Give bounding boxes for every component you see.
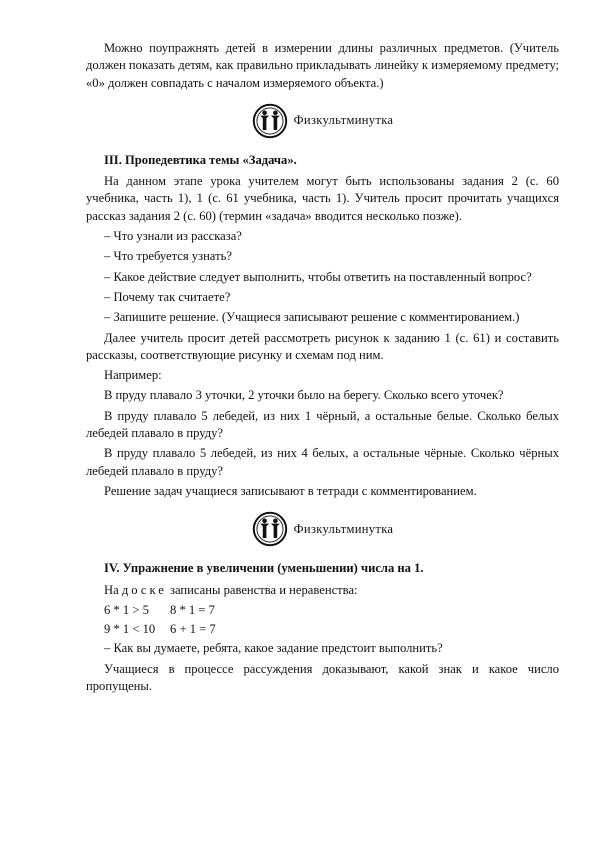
question-6: – Как вы думаете, ребята, какое задание предстоит выполнить? [104, 641, 443, 656]
board-word: доске [121, 582, 167, 597]
fizminutka-block-1 [86, 98, 559, 144]
equation-row-2 [86, 621, 559, 638]
example-2: В пруду плавало 5 лебедей, из них 1 чёрный, а остальные белые. Сколько белых лебедей плавало в пруду? [86, 408, 559, 441]
question-1: – Что узнали из рассказа? [104, 229, 242, 244]
question-5: – Запишите решение. (Учащиеся записывают решение с комментированием.) [104, 310, 520, 325]
question-3: – Какое действие следует выполнить, чтобы ответить на поставленный вопрос? [104, 269, 532, 284]
paragraph-picture-task: Далее учитель просит детей рассмотреть рисунок к заданию 1 (с. 61) и составить рассказы, соответствующие рисунку и схемам под ним. [86, 330, 559, 362]
equation-row-1 [86, 602, 559, 619]
fizminutka-block-2 [86, 506, 559, 552]
section-heading-4: IV. Упражнение в увеличении (уменьшении) числа на 1. [104, 561, 424, 576]
example-3: В пруду плавало 5 лебедей, из них 4 белых, а остальные чёрные. Сколько чёрных лебедей плавало в пруду? [86, 446, 559, 478]
paragraph-measurement: Можно поупражнять детей в измерении длины различных предметов. (Учитель должен показать детям, как правильно прикладывать линейку к измеряемому предмету; «0» должен совпадать с началом измеряемого объекта.) [86, 41, 559, 90]
board-pre: На [104, 582, 119, 597]
paragraph-task-intro: На данном этапе урока учителем могут быть использованы задания 2 (с. 60 учебника, часть 1), 1 (с. 61 учебника, часть 1). Учитель просит прочитать учащихся рассказ задания 2 (с. 60) (термин «задача» вводится несколько позже). [86, 174, 559, 223]
question-2: – Что требуется узнать? [104, 249, 232, 264]
exercising-figures-icon [252, 511, 288, 547]
document-body [86, 40, 559, 698]
board-post: записаны равенства и неравенства: [170, 582, 358, 597]
question-4: – Почему так считаете? [104, 289, 231, 304]
fizminutka-label: Физкультминутка [293, 113, 394, 128]
section-heading-3: III. Пропедевтика темы «Задача». [104, 152, 297, 167]
example-1: В пруду плавало 3 уточки, 2 уточки было на берегу. Сколько всего уточек? [104, 388, 504, 403]
exercising-figures-icon [252, 103, 288, 139]
paragraph-notebook: Решение задач учащиеся записывают в тетради с комментированием. [104, 483, 477, 498]
board-line [86, 582, 559, 599]
equation: 8 * 1 = 7 [170, 602, 215, 617]
equation: 6 + 1 = 7 [170, 622, 216, 637]
example-label: Например: [104, 368, 162, 383]
equation: 9 * 1 < 10 [104, 622, 156, 637]
fizminutka-label: Физкультминутка [293, 521, 394, 536]
paragraph-reasoning: Учащиеся в процессе рассуждения доказывают, какой знак и какое число пропущены. [86, 661, 559, 694]
equation: 6 * 1 > 5 [104, 602, 149, 617]
